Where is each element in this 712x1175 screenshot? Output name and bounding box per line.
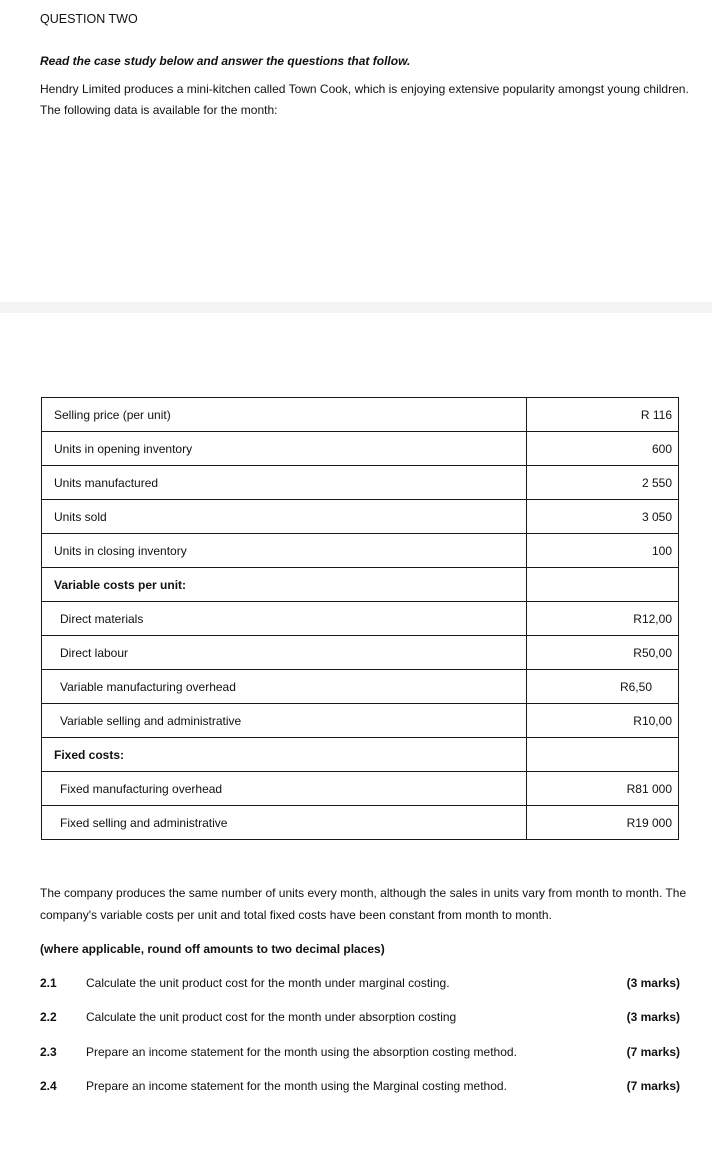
question-number: 2.4 bbox=[40, 1079, 57, 1093]
row-value: 100 bbox=[527, 534, 679, 568]
table-row bbox=[42, 670, 679, 704]
row-value: R81 000 bbox=[527, 772, 679, 806]
row-label: Fixed manufacturing overhead bbox=[60, 781, 223, 796]
row-value: R 116 bbox=[527, 398, 679, 432]
row-label: Direct materials bbox=[60, 611, 144, 626]
row-value bbox=[527, 738, 679, 772]
row-value: R6,50 bbox=[619, 679, 652, 694]
table-row bbox=[42, 772, 679, 806]
table-row bbox=[42, 636, 679, 670]
page-separator-band bbox=[0, 302, 712, 313]
question-text: Prepare an income statement for the month using the absorption costing method. bbox=[86, 1045, 517, 1059]
row-value: R19 000 bbox=[527, 806, 679, 840]
row-label: Units manufactured bbox=[54, 475, 159, 490]
intro-paragraph: Hendry Limited produces a mini-kitchen called Town Cook, which is enjoying extensive popularity amongst young children. The following data is available for the month: bbox=[40, 82, 689, 117]
rounding-note: (where applicable, round off amounts to two decimal places) bbox=[40, 942, 385, 956]
question-item bbox=[40, 1045, 680, 1065]
question-number: 2.3 bbox=[40, 1045, 57, 1059]
table-row bbox=[42, 738, 679, 772]
question-marks: (7 marks) bbox=[626, 1045, 680, 1059]
question-number: 2.2 bbox=[40, 1010, 57, 1024]
question-marks: (3 marks) bbox=[626, 1010, 680, 1024]
question-item bbox=[40, 976, 680, 996]
question-number: 2.1 bbox=[40, 976, 57, 990]
table-row bbox=[42, 466, 679, 500]
table-row bbox=[42, 602, 679, 636]
section-label: Fixed costs: bbox=[54, 747, 125, 762]
table-row bbox=[42, 500, 679, 534]
row-value: 600 bbox=[527, 432, 679, 466]
cost-data-table bbox=[41, 397, 679, 840]
row-label: Variable selling and administrative bbox=[60, 713, 242, 728]
row-value: R50,00 bbox=[527, 636, 679, 670]
question-item bbox=[40, 1079, 680, 1099]
question-text: Prepare an income statement for the month using the Marginal costing method. bbox=[86, 1079, 507, 1093]
question-text: Calculate the unit product cost for the month under marginal costing. bbox=[86, 976, 450, 990]
table-row bbox=[42, 806, 679, 840]
row-label: Units in opening inventory bbox=[54, 441, 193, 456]
table-row bbox=[42, 568, 679, 602]
row-label: Units in closing inventory bbox=[54, 543, 187, 558]
question-marks: (3 marks) bbox=[626, 976, 680, 990]
row-value: R10,00 bbox=[527, 704, 679, 738]
question-item bbox=[40, 1010, 680, 1030]
row-label: Direct labour bbox=[60, 645, 129, 660]
instruction-text: Read the case study below and answer the questions that follow. bbox=[40, 54, 411, 68]
question-text: Calculate the unit product cost for the month under absorption costing bbox=[86, 1010, 457, 1024]
row-label: Units sold bbox=[54, 509, 107, 524]
section-label: Variable costs per unit: bbox=[54, 577, 187, 592]
table-row bbox=[42, 534, 679, 568]
table-row bbox=[42, 398, 679, 432]
row-label: Variable manufacturing overhead bbox=[60, 679, 236, 694]
row-label: Selling price (per unit) bbox=[54, 407, 171, 422]
question-marks: (7 marks) bbox=[626, 1079, 680, 1093]
question-heading: QUESTION TWO bbox=[40, 12, 138, 26]
row-value: 2 550 bbox=[527, 466, 679, 500]
footer-paragraph: The company produces the same number of units every month, although the sales in units vary from month to month. The company's variable costs per unit and total fixed costs have been constant from month to month. bbox=[40, 886, 687, 922]
table-row bbox=[42, 704, 679, 738]
row-value: 3 050 bbox=[527, 500, 679, 534]
table-row bbox=[42, 432, 679, 466]
row-value bbox=[527, 568, 679, 602]
row-value: R12,00 bbox=[527, 602, 679, 636]
row-label: Fixed selling and administrative bbox=[60, 815, 228, 830]
